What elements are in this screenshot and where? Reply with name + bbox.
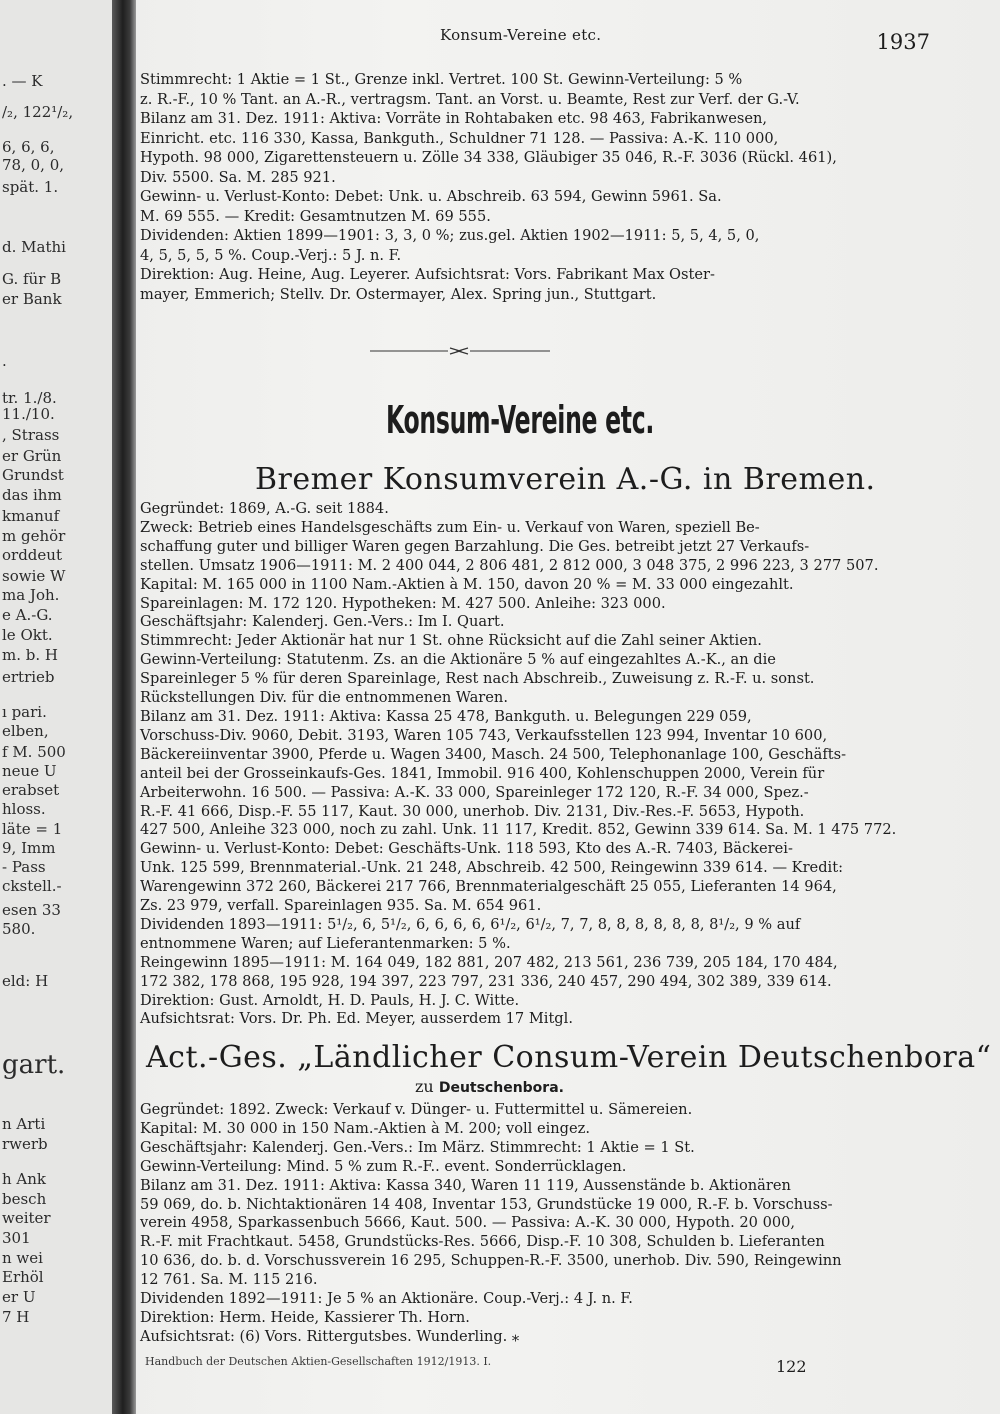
left-page-text: kmanuf — [2, 507, 60, 525]
left-page-text: er U — [2, 1288, 36, 1306]
left-page-text: , Strass — [2, 426, 60, 444]
text-line: Unk. 125 599, Brennmaterial.-Unk. 21 248, Abschreib. 42 500, Reingewinn 339 614. — Kredit: — [140, 859, 843, 877]
text-line: Gegründet: 1869, A.-G. seit 1884. — [140, 500, 389, 517]
text-line: schaffung guter und billiger Waren gegen Barzahlung. Die Ges. betreibt jetzt 27 Verkaufs- — [140, 537, 810, 555]
text-line: 10 636, do. b. d. Vorschussverein 16 295, Schuppen-R.-F. 3500, unerhob. Div. 590, Reingewinn — [140, 1252, 842, 1270]
text-line: Geschäftsjahr: Kalenderj. Gen.-Vers.: Im I. Quart. — [140, 613, 505, 631]
left-page-text: ertrieb — [2, 668, 55, 686]
text-line: Bilanz am 31. Dez. 1911: Aktiva: Vorräte in Rohtabaken etc. 98 463, Fabrikanwesen, — [140, 110, 768, 127]
company-deutschenbora-block — [140, 1101, 930, 1347]
left-page-text: m. b. H — [2, 646, 58, 664]
text-line: Bilanz am 31. Dez. 1911: Aktiva: Kassa 340, Waren 11 119, Aussenstände b. Aktionären — [140, 1176, 791, 1194]
text-line: Hypoth. 98 000, Zigarettensteuern u. Zölle 34 338, Gläubiger 35 046, R.-F. 3036 (Rückl. 461), — [140, 149, 837, 166]
text-line: Direktion: Aug. Heine, Aug. Leyerer. Aufsichtsrat: Vors. Fabrikant Max Oster- — [140, 266, 715, 283]
left-page-text: besch — [2, 1190, 47, 1208]
text-line: Vorschuss-Div. 9060, Debit. 3193, Waren 105 743, Verkaufsstellen 123 994, Inventar 10 600, — [140, 726, 828, 744]
left-page-text: . — K — [2, 72, 43, 90]
left-page-text: esen 33 — [2, 901, 61, 919]
text-line: M. 69 555. — Kredit: Gesamtnutzen M. 69 555. — [140, 207, 491, 225]
text-line: verein 4958, Sparkassenbuch 5666, Kaut. 500. — Passiva: A.-K. 30 000, Hypoth. 20 000, — [140, 1214, 796, 1232]
text-line: Aufsichtsrat: (6) Vors. Rittergutsbes. Wunderling. ⁎ — [140, 1327, 520, 1345]
company-title-deutschenbora: Act.-Ges. „Ländlicher Consum-Verein Deutschenbora“ — [146, 1040, 992, 1075]
subtitle-prefix: zu — [415, 1077, 434, 1096]
text-line: Gewinn-Verteilung: Mind. 5 % zum R.-F.. event. Sonderrücklagen. — [140, 1157, 627, 1175]
text-line: 172 382, 178 868, 195 928, 194 397, 223 797, 231 336, 240 457, 290 494, 302 389, 339 614. — [140, 972, 832, 990]
text-line: Rückstellungen Div. für die entnommenen Waren. — [140, 689, 508, 707]
text-line: Stimmrecht: 1 Aktie = 1 St., Grenze inkl. Vertret. 100 St. Gewinn-Verteilung: 5 % — [140, 71, 743, 88]
left-page-text: tr. 1./8. — [2, 389, 57, 407]
left-page-text: . — [2, 352, 7, 370]
left-page-text: eld: H — [2, 972, 49, 990]
left-page-text: h Ank — [2, 1170, 47, 1188]
left-page-text: f M. 500 — [2, 743, 66, 761]
text-line: 12 761. Sa. M. 115 216. — [140, 1271, 318, 1289]
left-page-text: ckstell.- — [2, 877, 62, 895]
text-line: Gewinn- u. Verlust-Konto: Debet: Geschäfts-Unk. 118 593, Kto des A.-R. 7403, Bäckerei- — [140, 840, 793, 858]
section-heading: Konsum-Vereine etc. — [385, 398, 655, 442]
text-line: Dividenden 1892—1911: Je 5 % an Aktionäre. Coup.-Verj.: 4 J. n. F. — [140, 1290, 633, 1308]
left-page-text: ı pari. — [2, 703, 47, 721]
text-line: Dividenden: Aktien 1899—1901: 3, 3, 0 %; zus.gel. Aktien 1902—1911: 5, 5, 4, 5, 0, — [140, 227, 760, 244]
text-line: Dividenden 1893—1911: 5¹/₂, 6, 5¹/₂, 6, 6, 6, 6, 6¹/₂, 6¹/₂, 7, 7, 8, 8, 8, 8, 8, 8, 8¹/₂, 9 % auf — [140, 915, 801, 933]
footer-page-number: 122 — [776, 1357, 807, 1376]
left-page-text: rwerb — [2, 1135, 48, 1153]
left-page-text: elben, — [2, 722, 49, 740]
text-line: Bilanz am 31. Dez. 1911: Aktiva: Kassa 25 478, Bankguth. u. Belegungen 229 059, — [140, 707, 752, 725]
left-page-text: 11./10. — [2, 405, 55, 423]
company-subtitle — [415, 1077, 564, 1096]
left-page-text: er Grün — [2, 447, 62, 465]
left-page-text: Grundst — [2, 466, 64, 484]
text-line: Div. 5500. Sa. M. 285 921. — [140, 168, 336, 186]
left-page-text: er Bank — [2, 290, 62, 308]
book-gutter — [112, 0, 136, 1414]
text-line: mayer, Emmerich; Stellv. Dr. Ostermayer, Alex. Spring jun., Stuttgart. — [140, 285, 657, 303]
text-line: Warengewinn 372 260, Bäckerei 217 766, Brennmaterialgeschäft 25 055, Lieferanten 14 964, — [140, 878, 837, 896]
left-page-text: neue U — [2, 762, 57, 780]
left-page-text: weiter — [2, 1209, 51, 1227]
text-line: Zweck: Betrieb eines Handelsgeschäfts zum Ein- u. Verkauf von Waren, speziell Be- — [140, 518, 760, 536]
text-line: R.-F. mit Frachtkaut. 5458, Grundstücks-Res. 5666, Disp.-F. 10 308, Schulden b. Lieferanten — [140, 1233, 825, 1251]
text-line: Arbeiterwohn. 16 500. — Passiva: A.-K. 33 000, Spareinleger 172 120, R.-F. 34 000, Spez.- — [140, 783, 809, 801]
text-line: Spareinleger 5 % für deren Spareinlage, Rest nach Abschreib., Zuweisung z. R.-F. u. sonst. — [140, 670, 815, 688]
left-page-text: 580. — [2, 920, 36, 938]
text-line: Geschäftsjahr: Kalenderj. Gen.-Vers.: Im März. Stimmrecht: 1 Aktie = 1 St. — [140, 1138, 695, 1156]
left-page-text: sowie W — [2, 567, 66, 585]
text-line: stellen. Umsatz 1906—1911: M. 2 400 044, 2 806 481, 2 812 000, 3 048 375, 2 996 223, 3 277 507. — [140, 556, 879, 574]
text-line: Einricht. etc. 116 330, Kassa, Bankguth., Schuldner 71 128. — Passiva: A.-K. 110 000, — [140, 129, 779, 147]
text-line: 4, 5, 5, 5, 5 %. Coup.-Verj.: 5 J. n. F. — [140, 246, 402, 264]
left-page-text: 78, 0, 0, — [2, 156, 65, 174]
running-head: Konsum-Vereine etc. — [440, 26, 602, 44]
text-line: entnommene Waren; auf Lieferantenmarken: 5 %. — [140, 934, 511, 952]
left-page-text: läte = 1 — [2, 820, 63, 838]
left-page-text: 6, 6, 6, — [2, 138, 55, 156]
text-line: Gewinn-Verteilung: Statutenm. Zs. an die Aktionäre 5 % auf eingezahltes A.-K., an die — [140, 651, 776, 669]
text-line: Stimmrecht: Jeder Aktionär hat nur 1 St. ohne Rücksicht auf die Zahl seiner Aktien. — [140, 632, 762, 650]
text-line: Kapital: M. 30 000 in 150 Nam.-Aktien à M. 200; voll eingez. — [140, 1119, 590, 1137]
company-title-bremer: Bremer Konsumverein A.-G. in Bremen. — [255, 462, 876, 497]
left-page-text: orddeut — [2, 546, 62, 564]
text-line: R.-F. 41 666, Disp.-F. 55 117, Kaut. 30 000, unerhob. Div. 2131, Div.-Res.-F. 5653, Hypoth. — [140, 802, 805, 820]
left-page-text: spät. 1. — [2, 178, 59, 196]
text-line: Direktion: Herm. Heide, Kassierer Th. Horn. — [140, 1308, 470, 1326]
text-line: 427 500, Anleihe 323 000, noch zu zahl. Unk. 11 117, Kredit. 852, Gewinn 339 614. Sa. M. 1 475 772. — [140, 821, 897, 839]
left-page-text: n Arti — [2, 1115, 46, 1133]
left-page-text: Erhöl — [2, 1268, 44, 1286]
text-line: Direktion: Gust. Arnoldt, H. D. Pauls, H. J. C. Witte. — [140, 991, 520, 1009]
left-page-text: d. Mathi — [2, 238, 66, 256]
text-line: 59 069, do. b. Nichtaktionären 14 408, Inventar 153, Grundstücke 19 000, R.-F. b. Vorschuss- — [140, 1195, 833, 1213]
left-page-text: das ihm — [2, 486, 62, 504]
text-line: Bäckereiinventar 3900, Pferde u. Wagen 3400, Masch. 24 500, Telephonanlage 100, Geschäfts- — [140, 745, 847, 763]
previous-company-block — [140, 70, 930, 304]
text-line: Reingewinn 1895—1911: M. 164 049, 182 881, 207 482, 213 561, 236 739, 205 184, 170 484, — [140, 953, 838, 971]
left-page-text: le Okt. — [2, 626, 53, 644]
text-line: Zs. 23 979, verfall. Spareinlagen 935. Sa. M. 654 961. — [140, 897, 542, 915]
text-line: z. R.-F., 10 % Tant. an A.-R., vertragsm. Tant. an Vorst. u. Beamte, Rest zur Verf. der G.-V. — [140, 90, 800, 108]
text-line: Spareinlagen: M. 172 120. Hypotheken: M. 427 500. Anleihe: 323 000. — [140, 594, 666, 612]
left-page-text: m gehör — [2, 527, 66, 545]
company-bremer-block — [140, 500, 930, 1029]
text-line: Aufsichtsrat: Vors. Dr. Ph. Ed. Meyer, ausserdem 17 Mitgl. — [140, 1010, 573, 1028]
text-line: Kapital: M. 165 000 in 1100 Nam.-Aktien à M. 150, davon 20 % = M. 33 000 eingezahlt. — [140, 575, 794, 593]
text-line: Gewinn- u. Verlust-Konto: Debet: Unk. u. Abschreib. 63 594, Gewinn 5961. Sa. — [140, 188, 722, 205]
text-line: Gegründet: 1892. Zweck: Verkauf v. Dünger- u. Futtermittel u. Sämereien. — [140, 1101, 693, 1118]
left-page-text: ma Joh. — [2, 586, 60, 604]
page-number: 1937 — [876, 30, 930, 54]
left-page-text: G. für B — [2, 270, 62, 288]
left-page-text: gart. — [2, 1050, 66, 1080]
left-page-text: 9, Imm — [2, 839, 56, 857]
left-page-text: /₂, 122¹/₂, — [2, 103, 74, 121]
subtitle-place: Deutschenbora. — [438, 1080, 564, 1096]
footer-text: Handbuch der Deutschen Aktien-Gesellschaften 1912/1913. I. — [145, 1355, 492, 1368]
left-page-text: erabset — [2, 781, 60, 799]
left-page-fragment — [0, 0, 112, 1414]
left-page-text: 7 H — [2, 1308, 30, 1326]
left-page-text: - Pass — [2, 858, 46, 876]
left-page-text: 301 — [2, 1229, 31, 1247]
section-divider — [370, 340, 550, 348]
left-page-text: hloss. — [2, 800, 46, 818]
left-page-text: e A.-G. — [2, 606, 53, 624]
left-page-text: n wei — [2, 1249, 43, 1267]
text-line: anteil bei der Grosseinkaufs-Ges. 1841, Immobil. 916 400, Kohlenschuppen 2000, Verein für — [140, 764, 825, 782]
